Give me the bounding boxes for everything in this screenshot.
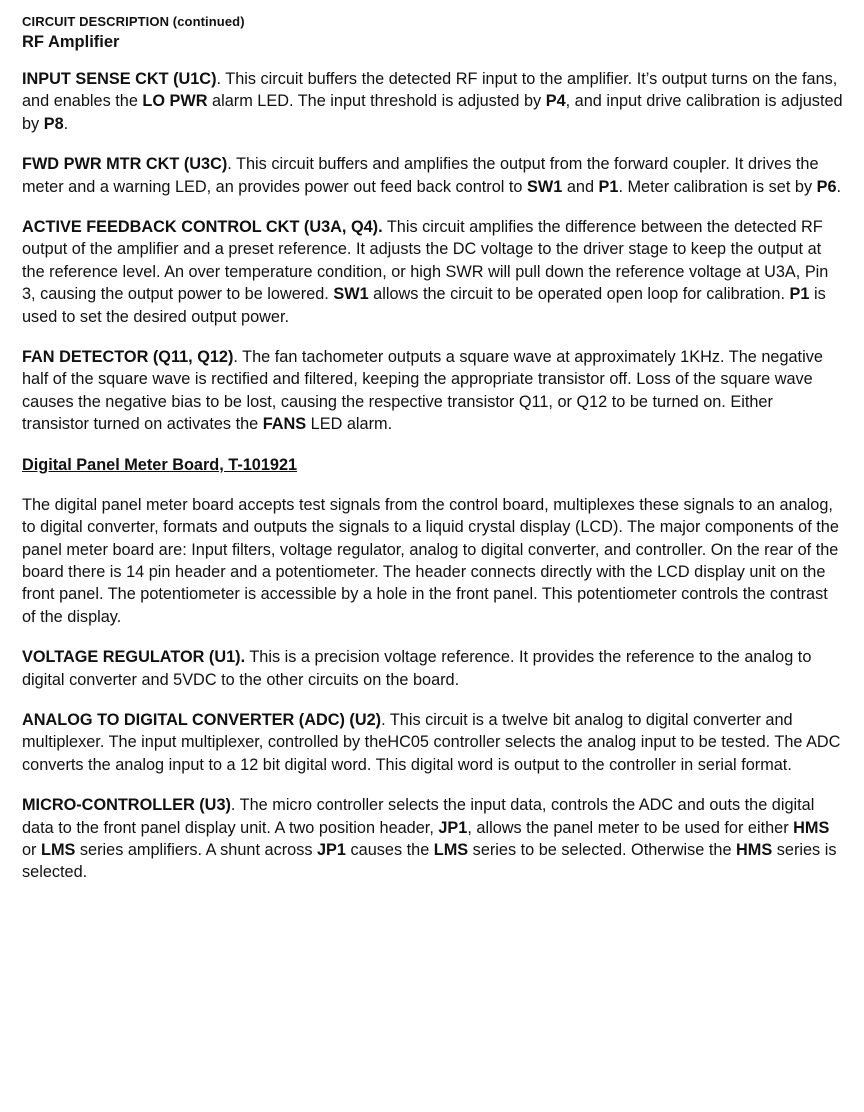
input-sense-paragraph: INPUT SENSE CKT (U1C). This circuit buffers the detected RF input to the amplifier. It’s output turns on the fans, and enables the LO PWR alarm LED. The input threshold is adjusted by P4, and input drive calibration is adjusted by P8. (22, 70, 843, 133)
micro-controller-paragraph: MICRO-CONTROLLER (U3). The micro controller selects the input data, controls the ADC and outs the digital data to the front panel display unit. A two position header, JP1, allows the panel meter to be used for either HMS or LMS series amplifiers. A shunt across JP1 causes the LMS series to be selected. Otherwise the HMS series is selected. (22, 796, 837, 882)
dpm-intro-paragraph: The digital panel meter board accepts test signals from the control board, multiplexes these signals to an analog, to digital converter, formats and outputs the signals to a liquid crystal display (LCD). The major components of the panel meter board are: Input filters, voltage regulator, analog to digital converter, and controller. On the rear of the board there is 14 pin header and a potentiometer. The header connects directly with the LCD display unit on the front panel. The potentiometer is accessible by a hole in the front panel. This potentiometer controls the contrast of the display. (22, 495, 839, 626)
micro-controller-heading: MICRO-CONTROLLER (U3) (22, 796, 231, 815)
voltage-regulator-paragraph: VOLTAGE REGULATOR (U1). This is a precision voltage reference. It provides the reference to the analog to digital converter and 5VDC to the other circuits on the board. (22, 648, 812, 689)
input-sense-heading: INPUT SENSE CKT (U1C) (22, 70, 217, 88)
page-title: RF Amplifier (22, 33, 120, 51)
fwd-pwr-paragraph: FWD PWR MTR CKT (U3C). This circuit buffers and amplifies the output from the forward coupler. It drives the meter and a warning LED, an provides power out feed back control to SW1 and P1. Meter calibration is set by P6. (22, 155, 842, 196)
adc-heading: ANALOG TO DIGITAL CONVERTER (ADC) (U2) (22, 710, 382, 729)
dpm-section-heading: Digital Panel Meter Board, T-101921 (22, 455, 298, 474)
fan-detector-paragraph: FAN DETECTOR (Q11, Q12). The fan tachometer outputs a square wave at approximately 1KHz. The negative half of the square wave is rectified and filtered, keeping the appropriate transistor off. Loss of the square wave causes the negative bias to be lost, causing the respective transistor Q11, or Q12 to be turned on. Either transistor turned on activates the FANS LED alarm. (22, 348, 823, 434)
section-label: CIRCUIT DESCRIPTION (continued) (22, 14, 245, 29)
active-feedback-paragraph: ACTIVE FEEDBACK CONTROL CKT (U3A, Q4). This circuit amplifies the difference between the detected RF output of the amplifier and a preset reference. It adjusts the DC voltage to the driver stage to keep the output at the reference level. An over temperature condition, or high SWR will pull down the reference voltage at U3A, Pin 3, causing the output power to be lowered. SW1 allows the circuit to be operated open loop for calibration. P1 is used to set the desired output power. (22, 218, 829, 326)
voltage-regulator-heading: VOLTAGE REGULATOR (U1). (22, 648, 246, 667)
adc-paragraph: ANALOG TO DIGITAL CONVERTER (ADC) (U2). This circuit is a twelve bit analog to digital converter and multiplexer. The input multiplexer, controlled by theHC05 controller selects the analog input to be tested. The ADC converts the analog input to a 12 bit digital word. This digital word is output to the controller in serial format. (22, 710, 841, 774)
fan-detector-heading: FAN DETECTOR (Q11, Q12) (22, 348, 234, 367)
fwd-pwr-heading: FWD PWR MTR CKT (U3C) (22, 155, 228, 174)
active-feedback-heading: ACTIVE FEEDBACK CONTROL CKT (U3A, Q4). (22, 218, 383, 237)
